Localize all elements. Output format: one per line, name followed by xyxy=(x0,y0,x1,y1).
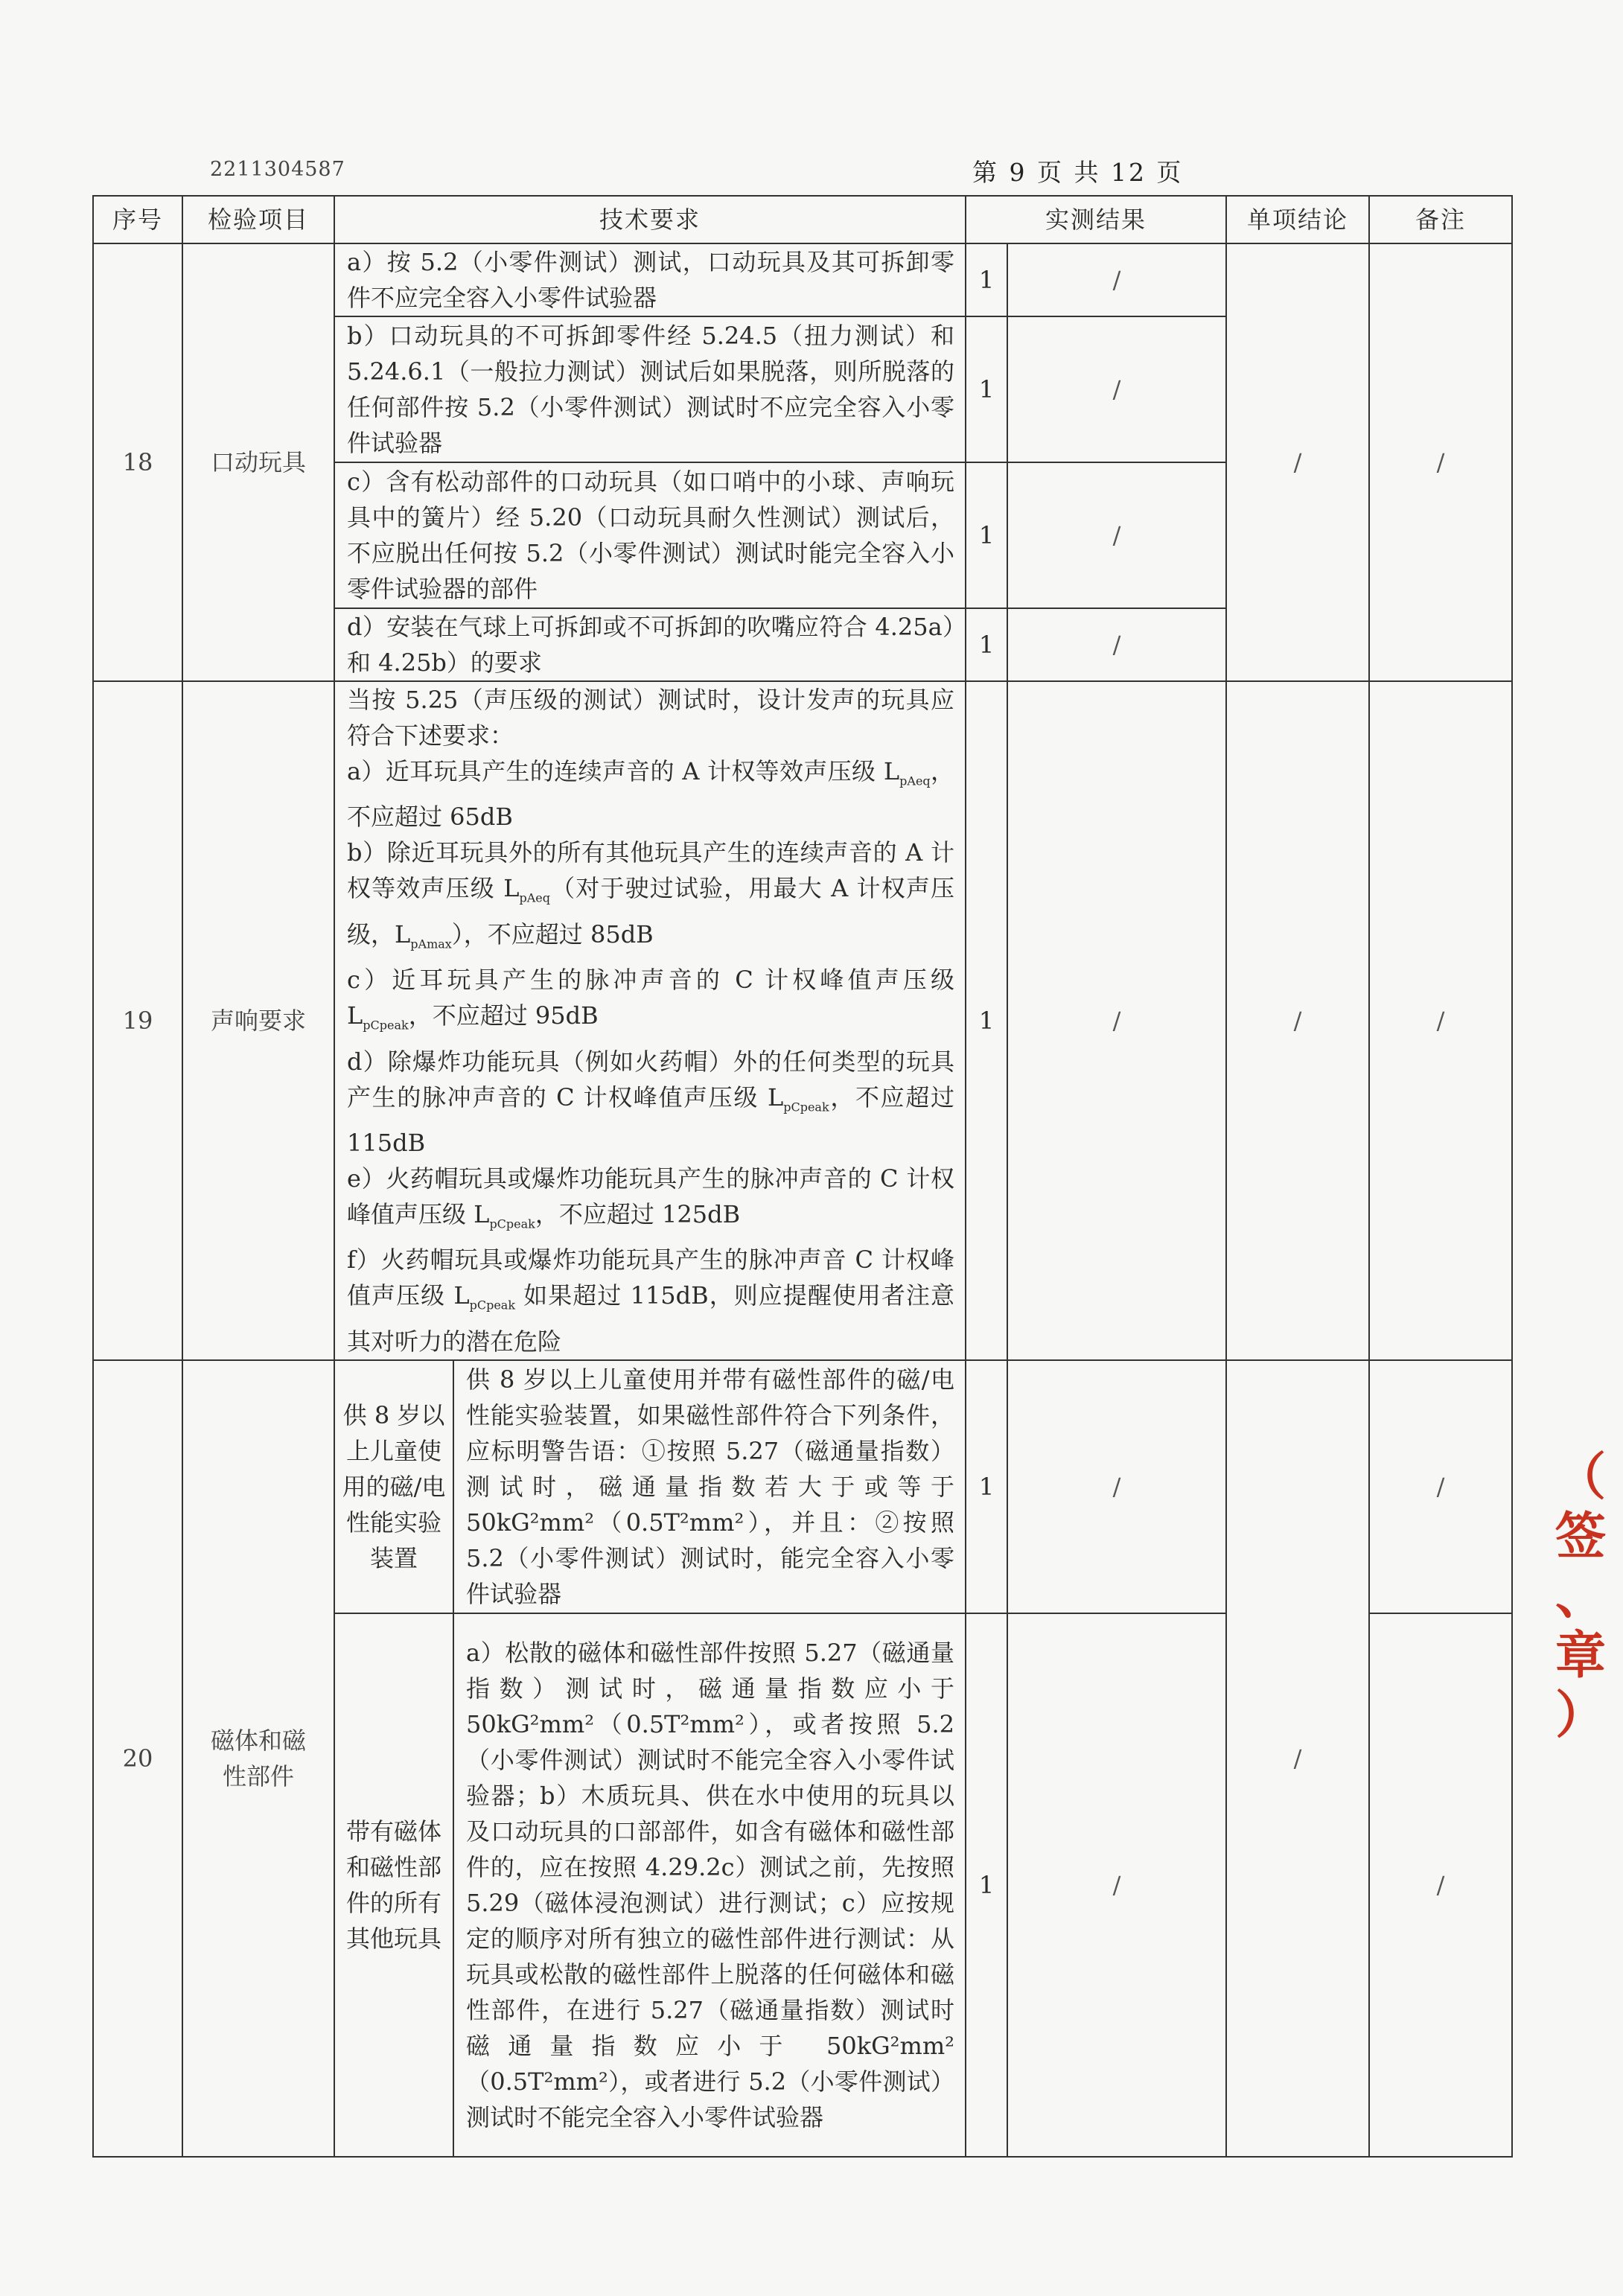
table-row xyxy=(93,1360,1512,1613)
report-number: 2211304587 xyxy=(210,158,345,181)
sound-requirement-text: 当按 5.25（声压级的测试）测试时，设计发声的玩具应符合下述要求： a）近耳玩具产生的连续声音的 A 计权等效声压级 $L_{pAeq}$，不应超过 65dB b）除近耳玩具外的所有其他玩具产生的连续声音的 A 计权等效声压级 $L_{pAeq}$（对于驶过试验，用最大 A 计权声压级，$L_{pAmax}$），不应超过 85dB c）近耳玩具产生的脉冲声音的 C 计权峰值声压级 $L_{pCpeak}$，不应超过 95dB d）除爆炸功能玩具（例如火药帽）外的任何类型的玩具产生的脉冲声音的 C 计权峰值声压级 $L_{pCpeak}$，不应超过 115dB e）火药帽玩具或爆炸功能玩具产生的脉冲声音的 C 计权峰值声压级 $L_{pCpeak}$，不应超过 125dB f）火药帽玩具或爆炸功能玩具产生的脉冲声音 C 计权峰值声压级 $L_{pCpeak}$ 如果超过 115dB，则应提醒使用者注意其对听力的潜在危险 xyxy=(334,681,966,1360)
measured-result: / xyxy=(1007,316,1226,462)
measured-result: / xyxy=(1007,462,1226,608)
item-remark: / xyxy=(1369,243,1512,681)
requirement-text: a）按 5.2（小零件测试）测试，口动玩具及其可拆卸零件不应完全容入小零件试验器 xyxy=(334,243,966,316)
item-remark: / xyxy=(1369,1613,1512,2157)
requirement-text: c）含有松动部件的口动玩具（如口哨中的小球、声响玩具中的簧片）经 5.20（口动玩具耐久性测试）测试后，不应脱出任何按 5.2（小零件测试）测试时能完全容入小零件试验器的部件 xyxy=(334,462,966,608)
measured-result: / xyxy=(1007,243,1226,316)
item-conclusion: / xyxy=(1226,681,1369,1360)
page-number: 第 9 页 共 12 页 xyxy=(972,158,1184,187)
table-row xyxy=(93,243,1512,316)
page-header xyxy=(94,158,1508,195)
sample-qty: 1 xyxy=(966,316,1007,462)
sample-qty: 1 xyxy=(966,1360,1007,1613)
sample-qty: 1 xyxy=(966,462,1007,608)
requirement-text: d）安装在气球上可拆卸或不可拆卸的吹嘴应符合 4.25a）和 4.25b）的要求 xyxy=(334,608,966,681)
col-header-no: 序号 xyxy=(93,196,182,243)
item-name: 口动玩具 xyxy=(182,243,334,681)
item-conclusion: / xyxy=(1226,243,1369,681)
requirement-text: a）松散的磁体和磁性部件按照 5.27（磁通量指数）测试时，磁通量指数应小于 50kG²mm²（0.5T²mm²），或者按照 5.2（小零件测试）测试时不能完全容入小零件试验器；b）木质玩具、供在水中使用的玩具以及口动玩具的口部部件，如含有磁体和磁性部件的，应在按照 4.29.2c）测试之前，先按照 5.29（磁体浸泡测试）进行测试；c）应按规定的顺序对所有独立的磁性部件进行测试：从玩具或松散的磁性部件上脱落的任何磁体和磁性部件，在进行 5.27（磁通量指数）测试时磁通量指数应小于 50kG²mm²（0.5T²mm²），或者进行 5.2（小零件测试）测试时不能完全容入小零件试验器 xyxy=(453,1613,966,2157)
sample-qty: 1 xyxy=(966,1613,1007,2157)
item-number: 19 xyxy=(93,681,182,1360)
col-header-item: 检验项目 xyxy=(182,196,334,243)
sub-item-label: 带有磁体和磁性部件的所有其他玩具 xyxy=(334,1613,453,2157)
item-number: 18 xyxy=(93,243,182,681)
requirement-text: 供 8 岁以上儿童使用并带有磁性部件的磁/电性能实验装置，如果磁性部件符合下列条件，应标明警告语：①按照 5.27（磁通量指数）测试时，磁通量指数若大于或等于 50kG²mm²（0.5T²mm²），并且：②按照 5.2（小零件测试）测试时，能完全容入小零件试验器 xyxy=(453,1360,966,1613)
col-header-requirement: 技术要求 xyxy=(334,196,966,243)
col-header-remark: 备注 xyxy=(1369,196,1512,243)
requirement-text: b）口动玩具的不可拆卸零件经 5.24.5（扭力测试）和 5.24.6.1（一般拉力测试）测试后如果脱落，则所脱落的任何部件按 5.2（小零件测试）测试时不应完全容入小零件试验器 xyxy=(334,316,966,462)
seam-seal-stamp: （ 签 、 章 ） xyxy=(1555,1448,1606,1745)
table-row xyxy=(93,681,1512,1360)
measured-result: / xyxy=(1007,681,1226,1360)
sample-qty: 1 xyxy=(966,681,1007,1360)
measured-result: / xyxy=(1007,1613,1226,2157)
item-name: 声响要求 xyxy=(182,681,334,1360)
item-remark: / xyxy=(1369,1360,1512,1613)
table-header-row xyxy=(93,196,1512,243)
item-remark: / xyxy=(1369,681,1512,1360)
item-number: 20 xyxy=(93,1360,182,2157)
col-header-conclusion: 单项结论 xyxy=(1226,196,1369,243)
inspection-table xyxy=(92,195,1513,2158)
item-conclusion: / xyxy=(1226,1360,1369,2157)
measured-result: / xyxy=(1007,608,1226,681)
col-header-result: 实测结果 xyxy=(966,196,1226,243)
item-name: 磁体和磁性部件 xyxy=(182,1360,334,2157)
sample-qty: 1 xyxy=(966,608,1007,681)
sub-item-label: 供 8 岁以上儿童使用的磁/电性能实验装置 xyxy=(334,1360,453,1613)
measured-result: / xyxy=(1007,1360,1226,1613)
sample-qty: 1 xyxy=(966,243,1007,316)
